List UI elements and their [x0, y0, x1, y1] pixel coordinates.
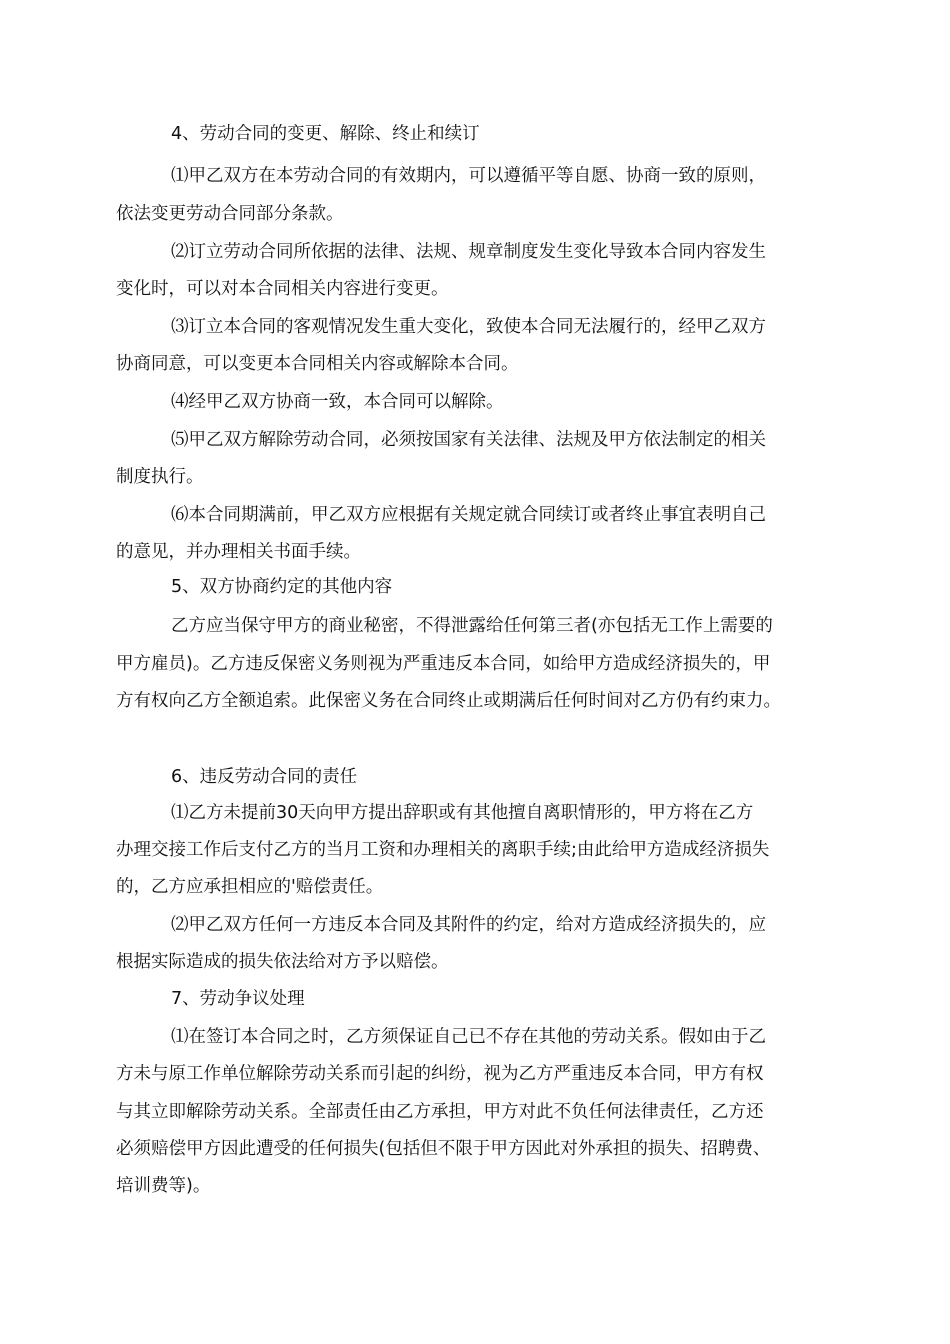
clause-7-1-line-4: 必须赔偿甲方因此遭受的任何损失(包括但不限于甲方因此对外承担的损失、招聘费、 [116, 1139, 771, 1159]
section-5-heading: 5、双方协商约定的其他内容 [171, 577, 393, 597]
clause-4-5-line-1: ⑸甲乙双方解除劳动合同，必须按国家有关法律、法规及甲方依法制定的相关 [171, 430, 766, 450]
clause-6-1-line-1: ⑴乙方未提前30天向甲方提出辞职或有其他擅自离职情形的，甲方将在乙方 [171, 803, 754, 823]
section-6-heading: 6、违反劳动合同的责任 [171, 767, 358, 787]
section-5-line-2: 甲方雇员)。乙方违反保密义务则视为严重违反本合同，如给甲方造成经济损失的，甲 [116, 654, 771, 674]
clause-4-6-line-2: 的意见，并办理相关书面手续。 [116, 542, 361, 562]
section-4-heading: 4、劳动合同的变更、解除、终止和续订 [171, 124, 480, 144]
clause-7-1-line-2: 方未与原工作单位解除劳动关系而引起的纠纷，视为乙方严重违反本合同，甲方有权 [116, 1064, 764, 1084]
clause-6-1-line-2: 办理交接工作后支付乙方的当月工资和办理相关的离职手续;由此给甲方造成经济损失 [116, 840, 770, 860]
clause-4-3-line-2: 协商同意，可以变更本合同相关内容或解除本合同。 [116, 354, 519, 374]
section-5-line-3: 方有权向乙方全额追索。此保密义务在合同终止或期满后任何时间对乙方仍有约束力。 [116, 691, 781, 711]
clause-6-1-line-3: 的，乙方应承担相应的'赔偿责任。 [116, 877, 384, 897]
clause-6-2-line-2: 根据实际造成的损失依法给对方予以赔偿。 [116, 952, 449, 972]
clause-4-5-line-2: 制度执行。 [116, 467, 204, 487]
clause-4-2-line-1: ⑵订立劳动合同所依据的法律、法规、规章制度发生变化导致本合同内容发生 [171, 242, 766, 262]
clause-4-2-line-2: 变化时，可以对本合同相关内容进行变更。 [116, 279, 449, 299]
clause-4-6-line-1: ⑹本合同期满前，甲乙双方应根据有关规定就合同续订或者终止事宜表明自己 [171, 505, 766, 525]
section-5-line-1: 乙方应当保守甲方的商业秘密，不得泄露给任何第三者(亦包括无工作上需要的 [171, 616, 773, 636]
clause-6-2-line-1: ⑵甲乙双方任何一方违反本合同及其附件的约定，给对方造成经济损失的，应 [171, 915, 766, 935]
clause-4-4-line-1: ⑷经甲乙双方协商一致，本合同可以解除。 [171, 392, 504, 412]
clause-7-1-line-1: ⑴在签订本合同之时，乙方须保证自己已不存在其他的劳动关系。假如由于乙 [171, 1027, 766, 1047]
clause-4-1-line-2: 依法变更劳动合同部分条款。 [116, 204, 344, 224]
clause-4-1-line-1: ⑴甲乙双方在本劳动合同的有效期内，可以遵循平等自愿、协商一致的原则， [171, 166, 766, 186]
clause-7-1-line-3: 与其立即解除劳动关系。全部责任由乙方承担，甲方对此不负任何法律责任，乙方还 [116, 1102, 764, 1122]
section-7-heading: 7、劳动争议处理 [171, 989, 305, 1009]
clause-7-1-line-5: 培训费等)。 [116, 1176, 211, 1196]
clause-4-3-line-1: ⑶订立本合同的客观情况发生重大变化，致使本合同无法履行的，经甲乙双方 [171, 317, 766, 337]
